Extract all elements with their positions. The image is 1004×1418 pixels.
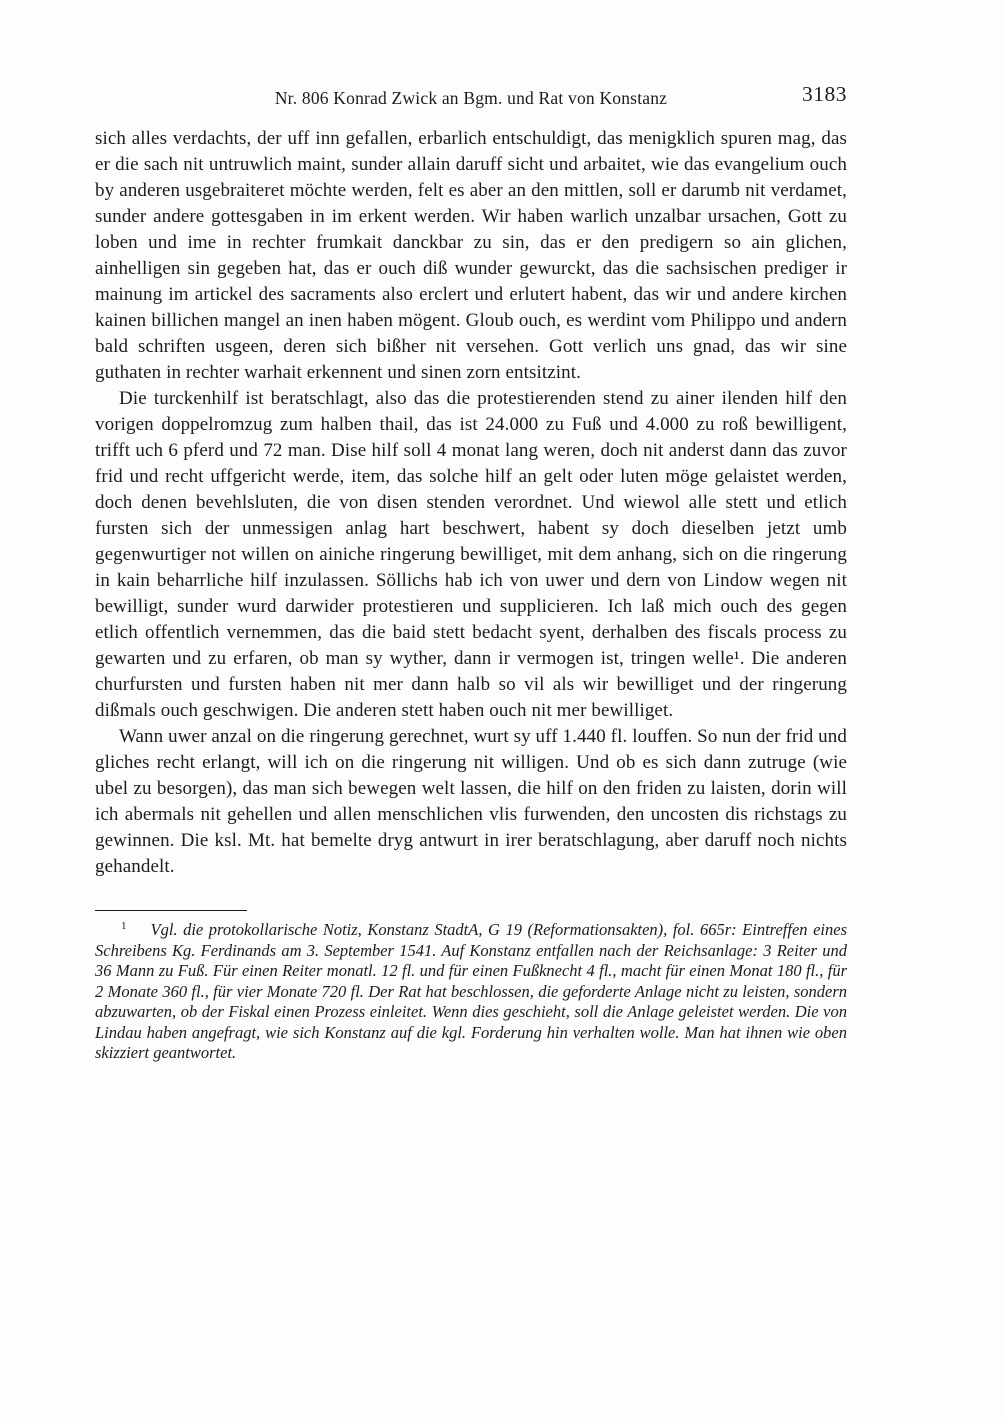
- paragraph-2: Die turckenhilf ist beratschlagt, also das die protestierenden stend zu ainer ilenden hilf den vorigen doppelromzug zum halben thail, das ist 24.000 zu Fuß und 4.000 zu roß bewilligent, trifft uch 6 pferd und 72 man. Dise hilf soll 4 monat lang weren, doch nit anderst dann das zuvor frid und recht uffgericht werde, item, das solche hilf an gelt oder luten möge gelaistet werden, doch denen bevehlsluten, die von disen stenden verordnet. Und wiewol alle stett und etlich fursten sich der unmessigen anlag hart beschwert, habent sy doch dieselben jetzt umb gegenwurtiger not willen on ainiche ringerung bewilliget, mit dem anhang, sich on die ringerung in kain beharrliche hilf inzulassen. Söllichs hab ich von uwer und dern von Lindow wegen nit bewilligt, sunder wurd darwider protestieren und supplicieren. Ich laß mich ouch des gegen etlich offentlich vernemmen, das die baid stett bedacht syent, derhalben des fiscals process zu gewarten und zu erfaren, ob man sy wyther, dann ir vermogen ist, tringen welle¹. Die anderen churfursten und fursten haben nit mer dann halb so vil als wir bewilliget und der ringerung dißmals ouch geschwigen. Die anderen stett haben ouch nit mer bewilliget.: [95, 388, 847, 721]
- footnote-section: [95, 910, 847, 1064]
- paragraph-3: Wann uwer anzal on die ringerung gerechnet, wurt sy uff 1.440 fl. louffen. So nun der frid und gliches recht erlangt, will ich on die ringerung nit willigen. Und ob es sich dann zutruge (wie ubel zu besorgen), das man sich bewegen welt lassen, die hilf on den friden zu laisten, dorin will ich abermals nit gehellen und allen menschlichen vlis furwenden, den uncosten dis richstags zu gewinnen. Die ksl. Mt. hat bemelte dryg antwurt in irer beratschlagung, aber daruff noch nichts gehandelt.: [95, 726, 847, 877]
- footnote-text: Vgl. die protokollarische Notiz, Konstanz StadtA, G 19 (Reformationsakten), fol. 665r: Eintreffen eines Schreibens Kg. Ferdinands am 3. September 1541. Auf Konstanz entfallen nach der Reichsanlage: 3 Reiter und 36 Mann zu Fuß. Für einen Reiter monatl. 12 fl. und für einen Fußknecht 4 fl., macht für einen Monat 180 fl., für 2 Monate 360 fl., für vier Monate 720 fl. Der Rat hat beschlossen, die geforderte Anlage nicht zu leisten, sondern abzuwarten, ob der Fiskal einen Prozess einleitet. Wenn dies geschieht, soll die Anlage geleistet werden. Die von Lindau haben angefragt, wie sich Konstanz auf die kgl. Forderung hin verhalten wolle. Man hat ihnen wie oben skizziert geantwortet.: [95, 920, 847, 1062]
- letter-body: [95, 126, 847, 880]
- page-header: [95, 82, 847, 112]
- footnote: [95, 920, 847, 1064]
- footnote-divider: [95, 910, 247, 911]
- page-number: 3183: [802, 82, 847, 106]
- footnote-marker: 1: [121, 919, 127, 932]
- running-title: Nr. 806 Konrad Zwick an Bgm. und Rat von Konstanz: [274, 88, 668, 108]
- paragraph-1: sich alles verdachts, der uff inn gefallen, erbarlich entschuldigt, das menigklich spuren mag, das er die sach nit untruwlich maint, sunder allain daruff sicht und arbaitet, wie das evangelium ouch by anderen usgebraiteret möchte werden, felt es aber an den mittlen, soll er darumb nit verdamet, sunder andere gottesgaben in im erkent werden. Wir haben warlich unzalbar ursachen, Gott zu loben und ime in rechter frumkait danckbar zu sin, das er den predigern so ain glichen, ainhelligen sin gegeben hat, das er ouch diß wunder gewurckt, das die sachsischen prediger ir mainung im artickel des sacraments also erclert und erlutert habent, das wir und andere kirchen kainen billichen mangel an inen haben mögent. Gloub ouch, es werdint vom Philippo und andern bald schriften usgeen, deren sich bißher nit versehen. Gott verlich uns gnad, das wir sine guthaten in rechter warhait erkennent und sinen zorn entsitzint.: [95, 128, 847, 383]
